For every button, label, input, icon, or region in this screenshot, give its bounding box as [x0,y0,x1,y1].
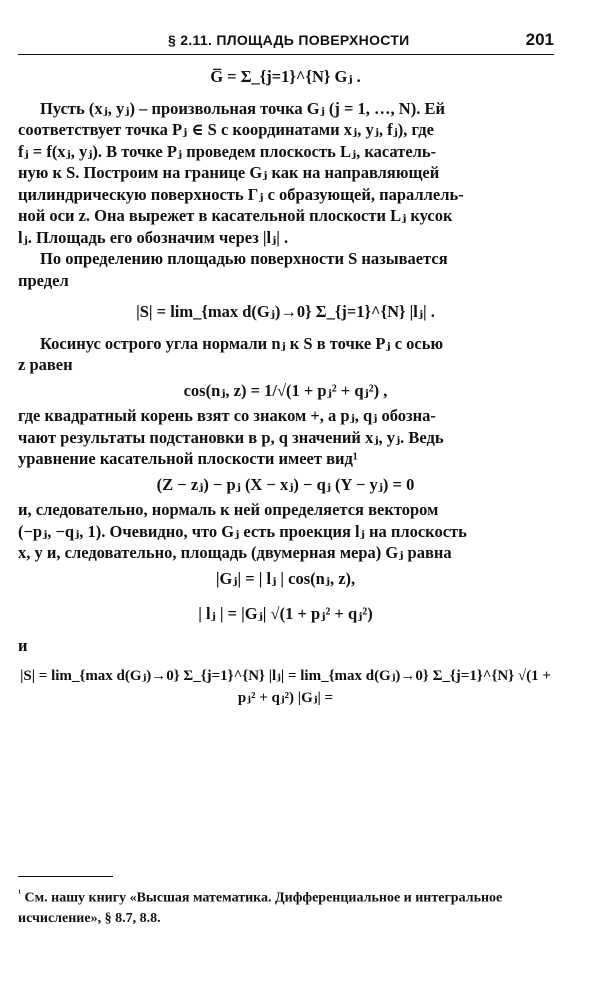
footnote-divider [18,876,113,877]
text-line: fⱼ = f(xⱼ, yⱼ). В точке Pⱼ проведем плоскость Lⱼ, касатель- [18,141,437,161]
text-line: соответствует точка Pⱼ ∈ S с координатами xⱼ, yⱼ, fⱼ), где [18,120,434,139]
section-title: § 2.11. ПЛОЩАДЬ ПОВЕРХНОСТИ [168,32,410,48]
equation-gj-area: |Gⱼ| = | lⱼ | cos(nⱼ, z), [215,568,356,588]
text-line: z равен [18,355,73,374]
page-number: 201 [525,30,554,49]
text-line: По определению площадью поверхности S называется [40,249,448,268]
text-line: Косинус острого угла нормали nⱼ к S в точке Pⱼ с осью [40,333,444,353]
text-line: x, y и, следовательно, площадь (двумерная мера) Gⱼ равна [18,543,452,562]
text-line: ной оси z. Она вырежет в касательной плоскости Lⱼ кусок [18,206,453,225]
text-line: lⱼ. Площадь его обозначим через |lⱼ| . [18,227,289,247]
text-line: ную к S. Построим на границе Gⱼ как на направляющей [18,163,440,182]
equation-cos-normal: cos(nⱼ, z) = 1/√(1 + pⱼ² + qⱼ²) , [183,380,388,400]
equation-surface-area-limit: |S| = lim_{max d(Gⱼ)→0} Σ_{j=1}^{N} |lⱼ| . [136,302,435,321]
page-body [18,62,553,713]
footnote [18,884,553,929]
running-header [18,30,554,55]
text-line: и [18,635,28,655]
text-line: (−pⱼ, −qⱼ, 1). Очевидно, что Gⱼ есть проекция lⱼ на плоскость [18,521,467,541]
text-line: предел [18,270,69,290]
equation-surface-area-sum: |S| = lim_{max d(Gⱼ)→0} Σ_{j=1}^{N} |lⱼ| = lim_{max d(Gⱼ)→0} Σ_{j=1}^{N} √(1 + pⱼ² + qⱼ²) |Gⱼ| = [20,668,551,706]
equation-tangent-plane: (Z − zⱼ) − pⱼ (X − xⱼ) − qⱼ (Y − yⱼ) = 0 [156,474,415,494]
text-line: чают результаты подстановки в p, q значений xⱼ, yⱼ. Ведь [18,427,444,447]
footnote-text: См. нашу книгу «Высшая математика. Дифференциальное и интегральное исчисление», § 8.7, 8.8. [18,890,503,926]
footnote-marker: ¹ [18,888,21,899]
text-line: и, следовательно, нормаль к ней определяется вектором [18,500,439,519]
text-line: цилиндрическую поверхность Γⱼ с образующей, параллель- [18,184,464,204]
equation-g-bar: G̅ = Σ_{j=1}^{N} Gⱼ . [210,67,361,86]
text-line: где квадратный корень взят со знаком +, а pⱼ, qⱼ обозна- [18,406,436,425]
equation-lj-area: | lⱼ | = |Gⱼ| √(1 + pⱼ² + qⱼ²) [198,604,373,623]
text-line: уравнение касательной плоскости имеет вид¹ [18,449,358,468]
text-line: Пусть (xⱼ, yⱼ) – произвольная точка Gⱼ (j = 1, …, N). Ей [40,98,445,118]
